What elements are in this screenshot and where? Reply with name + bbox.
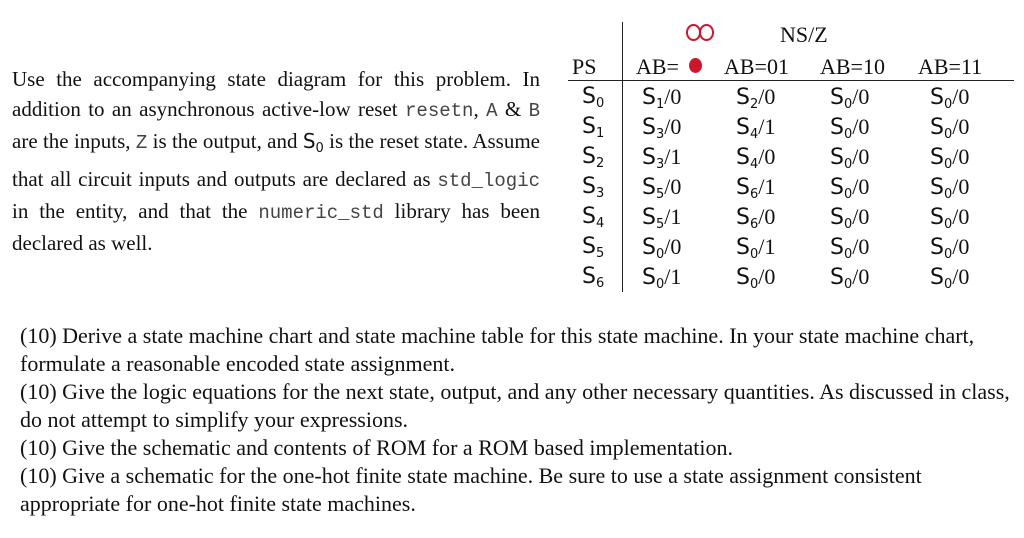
next-state-output-cell: [736, 144, 775, 172]
output-value: /1: [664, 204, 682, 229]
state-letter: S: [582, 84, 596, 109]
next-state-output-cell: [642, 264, 681, 292]
state-letter: S: [930, 205, 944, 230]
state-letter: S: [736, 235, 750, 260]
present-state-cell: [582, 144, 604, 171]
output-value: /0: [664, 84, 682, 109]
next-state-output-cell: [830, 234, 869, 262]
state-letter: S: [582, 144, 596, 169]
state-subscript: 0: [943, 247, 953, 262]
state-subscript: 0: [843, 157, 853, 172]
state-letter: S: [642, 85, 656, 110]
next-state-output-cell: [930, 174, 969, 202]
output-z-code: Z: [135, 132, 148, 154]
resetn-code: resetn: [405, 100, 474, 122]
output-value: /0: [952, 174, 970, 199]
state-subscript: 5: [595, 246, 605, 261]
state-subscript: 0: [843, 97, 853, 112]
output-value: /0: [952, 204, 970, 229]
reset-state-base: S: [302, 129, 316, 153]
next-state-output-cell: [830, 84, 869, 112]
state-letter: S: [830, 175, 844, 200]
state-subscript: 6: [595, 276, 605, 291]
present-state-cell: [582, 174, 604, 201]
table-row: [568, 84, 1014, 114]
intro-text-5: is the output, and: [147, 129, 303, 153]
state-subscript: 0: [843, 127, 853, 142]
next-state-output-cell: [736, 204, 775, 232]
state-letter: S: [642, 265, 656, 290]
next-state-output-cell: [930, 204, 969, 232]
table-row: [568, 264, 1014, 294]
next-state-output-cell: [830, 174, 869, 202]
next-state-output-cell: [830, 204, 869, 232]
state-subscript: 0: [749, 247, 759, 262]
output-value: /0: [664, 114, 682, 139]
state-subscript: 5: [655, 187, 665, 202]
state-subscript: 0: [943, 127, 953, 142]
state-letter: S: [736, 115, 750, 140]
state-subscript: 4: [595, 216, 605, 231]
state-letter: S: [736, 85, 750, 110]
state-letter: S: [930, 175, 944, 200]
state-letter: S: [582, 174, 596, 199]
table-row: [568, 234, 1014, 264]
output-value: /1: [758, 114, 776, 139]
state-letter: S: [830, 85, 844, 110]
task-item: (10) Give the logic equations for the next state, output, and any other necessary quantities. As discussed in class, do not attempt to simplify your expressions.: [20, 379, 1010, 432]
state-subscript: 3: [595, 186, 605, 201]
state-letter: S: [736, 175, 750, 200]
intro-text-3: &: [497, 97, 529, 121]
state-subscript: 6: [749, 187, 759, 202]
state-subscript: 0: [843, 247, 853, 262]
next-state-output-cell: [930, 264, 969, 292]
state-letter: S: [830, 145, 844, 170]
state-subscript: 0: [843, 187, 853, 202]
next-state-output-cell: [830, 114, 869, 142]
state-letter: S: [736, 205, 750, 230]
state-subscript: 1: [595, 126, 605, 141]
state-subscript: 0: [595, 96, 605, 111]
problem-intro: [12, 64, 540, 258]
next-state-output-cell: [930, 144, 969, 172]
output-value: /0: [758, 144, 776, 169]
output-value: /0: [664, 174, 682, 199]
output-value: /0: [852, 264, 870, 289]
ps-header: PS: [572, 54, 597, 79]
next-state-output-cell: [642, 84, 681, 112]
state-letter: S: [642, 115, 656, 140]
intro-text-7: in the entity, and that the: [12, 199, 259, 223]
handwritten-scribble-mark: [689, 58, 702, 73]
state-subscript: 0: [655, 277, 665, 292]
table-row: [568, 174, 1014, 204]
numeric-std-code: numeric_std: [258, 202, 384, 224]
state-letter: S: [930, 85, 944, 110]
next-state-output-cell: [642, 234, 681, 262]
output-value: /1: [758, 234, 776, 259]
next-state-output-cell: [736, 264, 775, 292]
state-subscript: 2: [595, 156, 605, 171]
present-state-cell: [582, 84, 604, 111]
state-letter: S: [582, 234, 596, 259]
state-letter: S: [582, 204, 596, 229]
state-subscript: 3: [655, 127, 665, 142]
state-letter: S: [930, 265, 944, 290]
next-state-output-cell: [736, 114, 775, 142]
next-state-output-cell: [736, 174, 775, 202]
task-item: (10) Give the schematic and contents of ROM for a ROM based implementation.: [20, 435, 733, 460]
state-letter: S: [642, 175, 656, 200]
present-state-cell: [582, 204, 604, 231]
next-state-output-cell: [642, 114, 681, 142]
header-ab-00: AB=: [636, 54, 679, 79]
state-letter: S: [736, 145, 750, 170]
header-ab-11: AB=11: [918, 54, 983, 79]
present-state-cell: [582, 114, 604, 141]
header-ab-10: AB=10: [820, 54, 885, 79]
next-state-output-cell: [736, 84, 775, 112]
output-value: /0: [952, 264, 970, 289]
state-subscript: 1: [655, 97, 665, 112]
intro-text-8: library has been declared as well.: [12, 199, 540, 255]
task-item: (10) Give a schematic for the one-hot finite state machine. Be sure to use a state assignment consistent appropriate for one-hot finite state machines.: [20, 463, 922, 516]
input-a-code: A: [486, 100, 498, 122]
state-letter: S: [582, 114, 596, 139]
next-state-output-cell: [642, 144, 681, 172]
state-subscript: 2: [749, 97, 759, 112]
state-subscript: 0: [943, 157, 953, 172]
output-value: /0: [758, 204, 776, 229]
task-item: (10) Derive a state machine chart and state machine table for this state machine. In your state machine chart, formulate a reasonable encoded state assignment.: [20, 323, 975, 376]
state-subscript: 3: [655, 157, 665, 172]
state-letter: S: [830, 115, 844, 140]
next-state-output-cell: [930, 114, 969, 142]
intro-text-6: is the reset state. Assume that all circuit inputs and outputs are declared as: [12, 129, 540, 191]
state-subscript: 0: [943, 187, 953, 202]
output-value: /0: [664, 234, 682, 259]
next-state-output-cell: [642, 204, 681, 232]
output-value: /1: [664, 264, 682, 289]
output-value: /0: [952, 144, 970, 169]
output-value: /1: [758, 174, 776, 199]
state-letter: S: [830, 205, 844, 230]
output-value: /0: [852, 114, 870, 139]
state-letter: S: [642, 235, 656, 260]
table-row: [568, 114, 1014, 144]
state-letter: S: [642, 145, 656, 170]
table-header-divider: [568, 80, 1014, 81]
ns-z-label: NS/Z: [780, 22, 828, 47]
state-subscript: 0: [943, 277, 953, 292]
output-value: /0: [852, 204, 870, 229]
present-state-cell: [582, 264, 604, 291]
next-state-output-cell: [930, 234, 969, 262]
output-value: /0: [758, 84, 776, 109]
state-letter: S: [930, 115, 944, 140]
state-subscript: 4: [749, 157, 759, 172]
output-value: /0: [952, 114, 970, 139]
state-letter: S: [582, 264, 596, 289]
state-subscript: 0: [943, 97, 953, 112]
table-row: [568, 204, 1014, 234]
state-subscript: 4: [749, 127, 759, 142]
next-state-output-cell: [736, 234, 775, 262]
table-row: [568, 144, 1014, 174]
state-letter: S: [830, 265, 844, 290]
std-logic-code: std_logic: [437, 170, 540, 192]
intro-text-4: are the inputs,: [12, 129, 136, 153]
state-subscript: 0: [843, 217, 853, 232]
output-value: /1: [664, 144, 682, 169]
output-value: /0: [852, 174, 870, 199]
handwritten-00-annotation: [686, 22, 716, 40]
state-letter: S: [930, 235, 944, 260]
next-state-output-cell: [830, 144, 869, 172]
task-list: [20, 322, 1010, 518]
state-subscript: 5: [655, 217, 665, 232]
state-letter: S: [930, 145, 944, 170]
state-subscript: 0: [943, 217, 953, 232]
output-value: /0: [758, 264, 776, 289]
input-b-code: B: [528, 100, 541, 122]
next-state-output-cell: [830, 264, 869, 292]
output-value: /0: [852, 144, 870, 169]
intro-text-1: Use the accompanying state diagram for this problem. In addition to an asynchronous active-low reset: [12, 67, 540, 121]
state-table: [568, 18, 1018, 294]
next-state-output-cell: [930, 84, 969, 112]
state-letter: S: [830, 235, 844, 260]
state-subscript: 0: [843, 277, 853, 292]
output-value: /0: [952, 84, 970, 109]
next-state-output-cell: [642, 174, 681, 202]
state-letter: S: [642, 205, 656, 230]
reset-state-symbol: [302, 129, 324, 156]
state-subscript: 0: [749, 277, 759, 292]
output-value: /0: [852, 234, 870, 259]
reset-state-sub: 0: [315, 141, 324, 156]
state-subscript: 0: [655, 247, 665, 262]
intro-text-2: ,: [473, 97, 487, 121]
state-letter: S: [736, 265, 750, 290]
state-subscript: 6: [749, 217, 759, 232]
output-value: /0: [952, 234, 970, 259]
output-value: /0: [852, 84, 870, 109]
present-state-cell: [582, 234, 604, 261]
header-ab-01: AB=01: [724, 54, 789, 79]
